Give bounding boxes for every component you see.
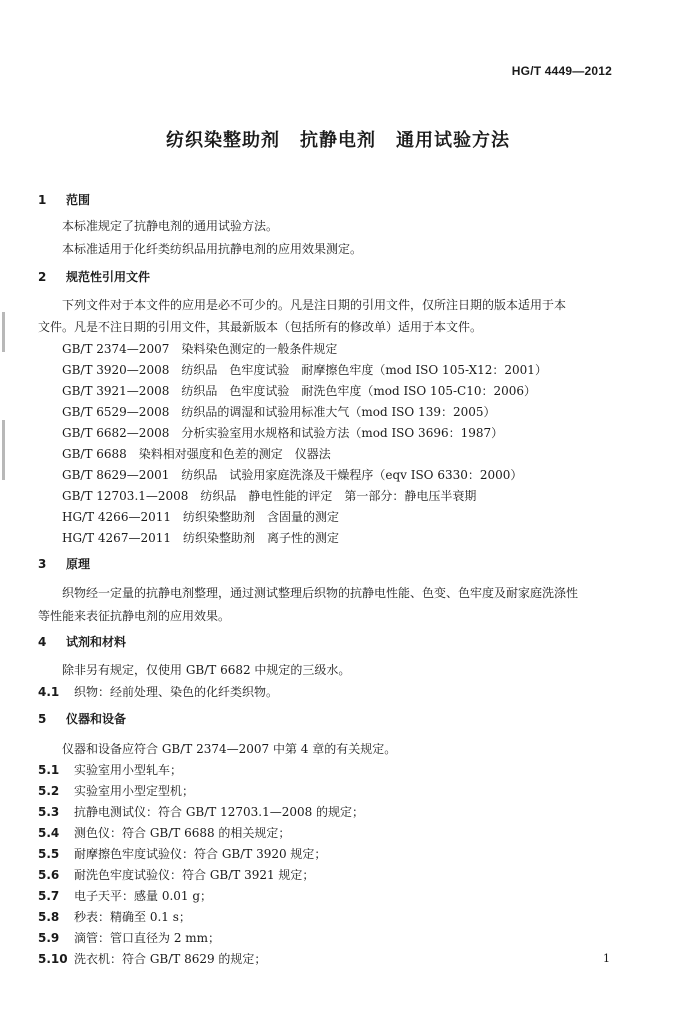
subclause-text: 秒表：精确至 0.1 s； (74, 910, 191, 924)
section-4-heading (38, 633, 126, 650)
subclause-text: 织物：经前处理、染色的化纤类织物。 (74, 685, 279, 699)
section-number: 4 (38, 635, 47, 649)
subclause (38, 782, 194, 799)
subclause-number: 5.2 (38, 784, 60, 798)
scan-edge-mark (2, 312, 5, 352)
subclause-number: 5.1 (38, 763, 60, 777)
subclause (38, 845, 326, 862)
title-part-3: 通用试验方法 (396, 130, 510, 151)
reference-item: HG/T 4266—2011 纺织染整助剂 含固量的测定 (62, 510, 339, 524)
section-title: 原理 (66, 557, 91, 571)
subclause (38, 929, 220, 946)
section-2-heading (38, 268, 150, 285)
reference-item: GB/T 3920—2008 纺织品 色牢度试验 耐摩擦色牢度（mod ISO 105-X12：2001） (62, 363, 547, 377)
scan-edge-mark (2, 420, 5, 480)
subclause-text: 电子天平：感量 0.01 g； (74, 889, 213, 903)
reference-item: GB/T 6529—2008 纺织品的调湿和试验用标准大气（mod ISO 139：2005） (62, 405, 496, 419)
subclause-number: 5.3 (38, 805, 60, 819)
paragraph: 织物经一定量的抗静电剂整理，通过测试整理后织物的抗静电性能、色变、色牢度及耐家庭洗涤性 (62, 586, 579, 600)
subclause-number: 5.6 (38, 868, 60, 882)
page-number: 1 (603, 952, 610, 965)
section-number: 1 (38, 193, 47, 207)
subclause-number: 5.4 (38, 826, 60, 840)
paragraph: 文件。凡是不注日期的引用文件，其最新版本（包括所有的修改单）适用于本文件。 (38, 320, 483, 334)
subclause (38, 887, 212, 904)
subclause (38, 683, 278, 700)
subclause-number: 5.10 (38, 952, 68, 966)
subclause (38, 824, 290, 841)
subclause-number: 4.1 (38, 685, 60, 699)
subclause (38, 866, 314, 883)
section-title: 规范性引用文件 (66, 270, 151, 284)
paragraph: 本标准适用于化纤类纺织品用抗静电剂的应用效果测定。 (62, 242, 363, 256)
paragraph: 等性能来表征抗静电剂的应用效果。 (38, 609, 231, 623)
section-number: 3 (38, 557, 47, 571)
page-title (0, 126, 676, 152)
subclause-text: 抗静电测试仪：符合 GB/T 12703.1—2008 的规定； (74, 805, 365, 819)
section-1-heading (38, 191, 90, 208)
subclause-number: 5.5 (38, 847, 60, 861)
reference-item: GB/T 12703.1—2008 纺织品 静电性能的评定 第一部分：静电压半衰期 (62, 489, 477, 503)
subclause-text: 耐洗色牢度试验仪：符合 GB/T 3921 规定； (74, 868, 315, 882)
paragraph: 除非另有规定，仅使用 GB/T 6682 中规定的三级水。 (62, 663, 351, 677)
title-part-2: 抗静电剂 (300, 130, 376, 151)
subclause-text: 实验室用小型定型机； (74, 784, 195, 798)
reference-item: HG/T 4267—2011 纺织染整助剂 离子性的测定 (62, 531, 339, 545)
section-title: 范围 (66, 193, 91, 207)
subclause (38, 950, 266, 967)
reference-item: GB/T 8629—2001 纺织品 试验用家庭洗涤及干燥程序（eqv ISO 6330：2000） (62, 468, 523, 482)
reference-item: GB/T 2374—2007 染料染色测定的一般条件规定 (62, 342, 338, 356)
subclause-number: 5.8 (38, 910, 60, 924)
subclause (38, 803, 364, 820)
subclause (38, 761, 182, 778)
section-3-heading (38, 555, 90, 572)
subclause (38, 908, 191, 925)
paragraph: 本标准规定了抗静电剂的通用试验方法。 (62, 219, 279, 233)
standard-code: HG/T 4449—2012 (511, 64, 612, 78)
section-number: 5 (38, 712, 47, 726)
section-5-heading (38, 710, 126, 727)
section-title: 试剂和材料 (66, 635, 127, 649)
subclause-text: 耐摩擦色牢度试验仪：符合 GB/T 3920 规定； (74, 847, 327, 861)
reference-item: GB/T 6682—2008 分析实验室用水规格和试验方法（mod ISO 3696：1987） (62, 426, 504, 440)
paragraph: 下列文件对于本文件的应用是必不可少的。凡是注日期的引用文件，仅所注日期的版本适用于本 (62, 298, 567, 312)
subclause-number: 5.9 (38, 931, 60, 945)
subclause-text: 滴管：管口直径为 2 mm； (74, 931, 221, 945)
paragraph: 仪器和设备应符合 GB/T 2374—2007 中第 4 章的有关规定。 (62, 742, 397, 756)
section-title: 仪器和设备 (66, 712, 127, 726)
section-number: 2 (38, 270, 47, 284)
subclause-number: 5.7 (38, 889, 60, 903)
subclause-text: 测色仪：符合 GB/T 6688 的相关规定； (74, 826, 291, 840)
subclause-text: 实验室用小型轧车； (74, 763, 183, 777)
title-part-1: 纺织染整助剂 (166, 130, 280, 151)
reference-item: GB/T 6688 染料相对强度和色差的测定 仪器法 (62, 447, 331, 461)
subclause-text: 洗衣机：符合 GB/T 8629 的规定； (74, 952, 267, 966)
reference-item: GB/T 3921—2008 纺织品 色牢度试验 耐洗色牢度（mod ISO 105-C10：2006） (62, 384, 537, 398)
